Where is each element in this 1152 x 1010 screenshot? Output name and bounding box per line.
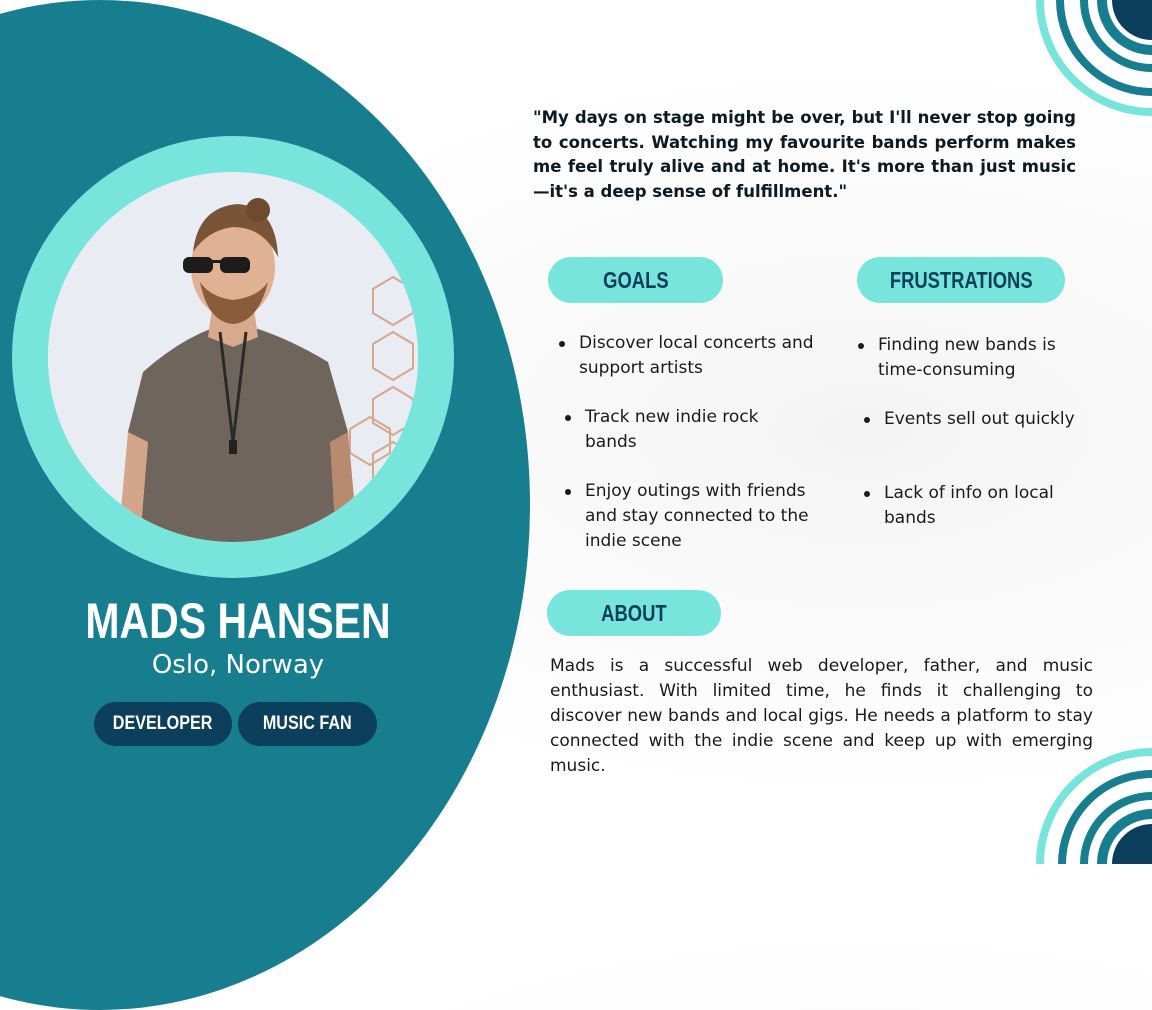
goals-heading	[548, 257, 723, 303]
profile-name: MADS HANSEN	[85, 593, 391, 649]
frustration-item: Events sell out quickly	[884, 407, 1114, 432]
about-text: Mads is a successful web developer, father, and music enthusiast. With limited time, he finds it challenging to discover new bands and local gigs. He needs a platform to stay connected with the indie scene and keep up with emerging music.	[550, 656, 1093, 776]
tag-label: DEVELOPER	[113, 713, 213, 734]
about-heading-label: ABOUT	[601, 599, 667, 626]
frustrations-heading	[857, 257, 1065, 303]
profile-location: Oslo, Norway	[151, 650, 325, 680]
decorative-arcs-top	[1020, 0, 1152, 130]
tag-label: MUSIC FAN	[263, 713, 352, 734]
goal-item: Discover local concerts and support artists	[579, 331, 819, 381]
tag-music-fan	[238, 702, 377, 746]
goals-heading-label: GOALS	[602, 266, 669, 293]
frustration-item: Finding new bands is time-consuming	[878, 333, 1078, 383]
frustration-item: Lack of info on local bands	[884, 481, 1084, 531]
goal-item: Enjoy outings with friends and stay connected to the indie scene	[585, 479, 833, 554]
tag-developer	[94, 702, 232, 746]
avatar	[48, 172, 418, 542]
goal-item: Track new indie rock bands	[585, 405, 805, 455]
about-heading	[547, 590, 721, 636]
decorative-arcs-bottom	[1020, 740, 1152, 864]
frustrations-heading-label: FRUSTRATIONS	[889, 266, 1033, 293]
persona-quote: "My days on stage might be over, but I'll never stop going to concerts. Watching my favourite bands perform makes me feel truly alive and at home. It's more than just music—it's a deep sense of fulfillment."	[533, 108, 1076, 201]
profile-photo	[48, 172, 418, 542]
